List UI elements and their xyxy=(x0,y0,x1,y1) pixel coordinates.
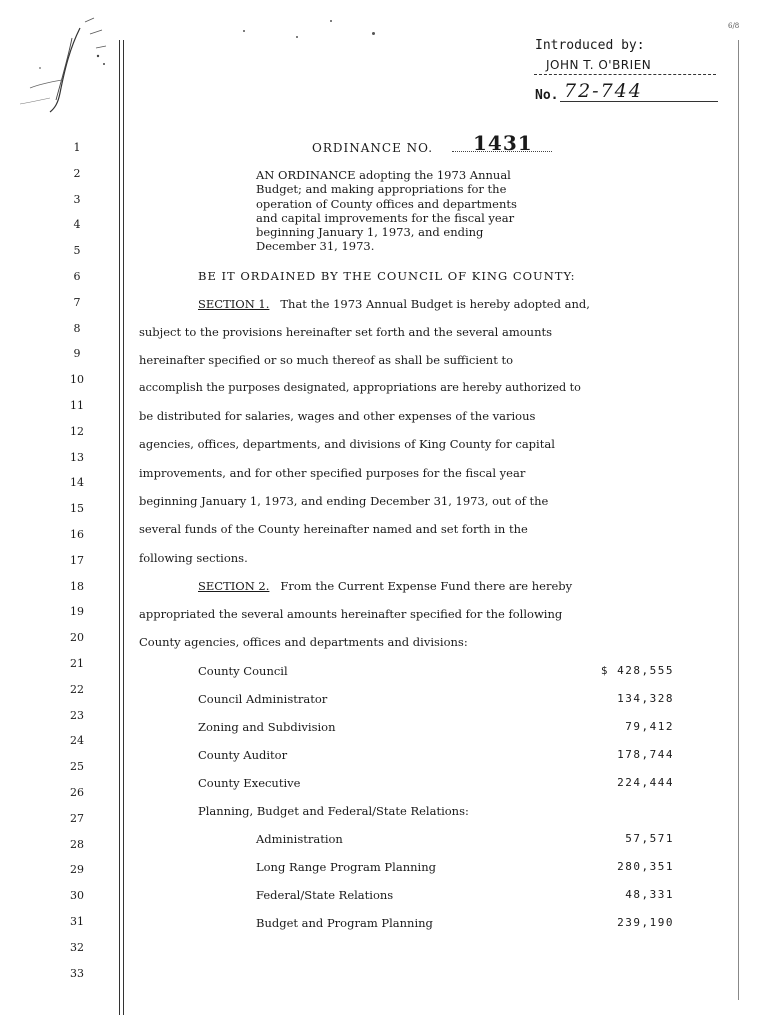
line-number: 23 xyxy=(70,709,84,722)
line-number: 8 xyxy=(73,322,81,335)
section1-line: beginning January 1, 1973, and ending December 31, 1973, out of the xyxy=(139,494,549,508)
number-value: 72-744 xyxy=(564,80,643,102)
left-margin-rule xyxy=(119,40,120,1015)
line-number: 31 xyxy=(70,915,84,928)
line-number: 28 xyxy=(70,838,84,851)
line-number: 33 xyxy=(70,967,84,980)
line-number: 16 xyxy=(70,528,84,541)
line-number: 24 xyxy=(70,734,84,747)
section1-line: accomplish the purposes designated, appropriations are hereby authorized to xyxy=(139,381,581,394)
summary-line: beginning January 1, 1973, and ending xyxy=(256,225,484,240)
section1-line: be distributed for salaries, wages and other expenses of the various xyxy=(139,409,536,423)
section1-line: agencies, offices, departments, and divisions of King County for capital xyxy=(139,437,555,451)
ordinance-number: 1431 xyxy=(473,131,533,155)
appropriation-amount: 280,351 xyxy=(617,860,674,873)
stamp-scribble-icon xyxy=(10,8,120,128)
line-number: 30 xyxy=(70,889,84,902)
line-number: 12 xyxy=(70,425,84,438)
introduced-by-label: Introduced by: xyxy=(535,38,645,53)
appropriation-amount: 48,331 xyxy=(625,888,674,901)
line-number: 32 xyxy=(70,941,84,954)
line-number: 2 xyxy=(73,167,81,180)
appropriation-label: Administration xyxy=(256,832,343,846)
section1-text: That the 1973 Annual Budget is hereby adopted and, xyxy=(280,297,590,311)
section1-line: hereinafter specified or so much thereof as shall be sufficient to xyxy=(139,353,514,367)
summary-line: December 31, 1973. xyxy=(256,239,375,254)
summary-line: operation of County offices and departments xyxy=(256,196,517,211)
number-label: No. xyxy=(535,88,559,103)
speck xyxy=(372,32,375,35)
appropriation-label: Long Range Program Planning xyxy=(256,860,436,874)
speck xyxy=(296,36,298,38)
section2-label: SECTION 2. xyxy=(198,579,270,593)
line-number: 25 xyxy=(70,760,84,773)
line-number: 13 xyxy=(70,451,84,464)
line-number: 7 xyxy=(73,296,81,309)
appropriation-amount: 224,444 xyxy=(617,776,674,789)
summary-line: Budget; and making appropriations for the xyxy=(256,182,507,197)
line-number: 10 xyxy=(70,373,84,386)
appropriation-amount: $ 428,555 xyxy=(600,664,674,677)
section2-first-line xyxy=(198,579,572,593)
line-number: 21 xyxy=(70,657,84,670)
ordinance-number-underline xyxy=(452,151,552,152)
section1-line: several funds of the County hereinafter named and set forth in the xyxy=(139,522,528,536)
left-margin-rule-inner xyxy=(123,40,124,1015)
line-number: 3 xyxy=(73,193,81,206)
line-number: 6 xyxy=(73,270,81,283)
section2-line: appropriated the several amounts hereinafter specified for the following xyxy=(139,607,563,621)
summary-line: and capital improvements for the fiscal year xyxy=(256,210,515,225)
line-number: 20 xyxy=(70,631,84,644)
right-margin-rule xyxy=(738,40,739,1000)
introduced-by-name: JOHN T. O'BRIEN xyxy=(546,58,652,72)
line-number: 17 xyxy=(70,554,84,567)
line-number: 19 xyxy=(70,605,84,618)
line-number: 29 xyxy=(70,863,84,876)
corner-mark: 6/8 xyxy=(728,22,740,30)
line-number: 9 xyxy=(73,347,81,360)
speck xyxy=(330,20,332,22)
appropriation-label: Council Administrator xyxy=(198,692,328,706)
section1-line: improvements, and for other specified purposes for the fiscal year xyxy=(139,466,526,480)
line-number: 18 xyxy=(70,580,84,593)
appropriation-label: County Executive xyxy=(198,776,301,790)
line-number: 27 xyxy=(70,812,84,825)
section1-line: subject to the provisions hereinafter set forth and the several amounts xyxy=(139,325,552,339)
ordinance-title: ORDINANCE NO. xyxy=(312,141,434,155)
section1-label: SECTION 1. xyxy=(198,297,270,311)
number-underline xyxy=(560,101,718,102)
appropriation-amount: 178,744 xyxy=(617,748,674,761)
section2-text: From the Current Expense Fund there are hereby xyxy=(280,579,573,593)
line-number: 1 xyxy=(73,141,81,154)
line-number: 15 xyxy=(70,502,84,515)
section1-line: following sections. xyxy=(139,551,248,565)
appropriation-label: Planning, Budget and Federal/State Relations: xyxy=(198,804,469,818)
appropriation-amount: 57,571 xyxy=(625,832,674,845)
speck xyxy=(243,30,245,32)
appropriation-amount: 134,328 xyxy=(617,692,674,705)
appropriation-label: County Council xyxy=(198,664,288,678)
summary-line: AN ORDINANCE adopting the 1973 Annual xyxy=(256,168,511,182)
ordinance-summary xyxy=(256,168,616,254)
appropriation-label: Zoning and Subdivision xyxy=(198,720,336,734)
line-number: 11 xyxy=(70,399,84,412)
appropriation-label: Federal/State Relations xyxy=(256,888,394,902)
appropriation-label: County Auditor xyxy=(198,748,288,762)
section2-line: County agencies, offices and departments and divisions: xyxy=(139,635,468,649)
line-number: 14 xyxy=(70,476,84,489)
line-number: 4 xyxy=(73,218,81,231)
line-number: 22 xyxy=(70,683,84,696)
appropriation-amount: 79,412 xyxy=(625,720,674,733)
section1-first-line xyxy=(198,297,590,311)
line-number: 26 xyxy=(70,786,84,799)
introduced-by-underline xyxy=(534,74,716,75)
enactment-clause: BE IT ORDAINED BY THE COUNCIL OF KING COUNTY: xyxy=(198,269,576,283)
appropriation-label: Budget and Program Planning xyxy=(256,916,433,930)
line-number: 5 xyxy=(73,244,81,257)
appropriation-amount: 239,190 xyxy=(617,916,674,929)
